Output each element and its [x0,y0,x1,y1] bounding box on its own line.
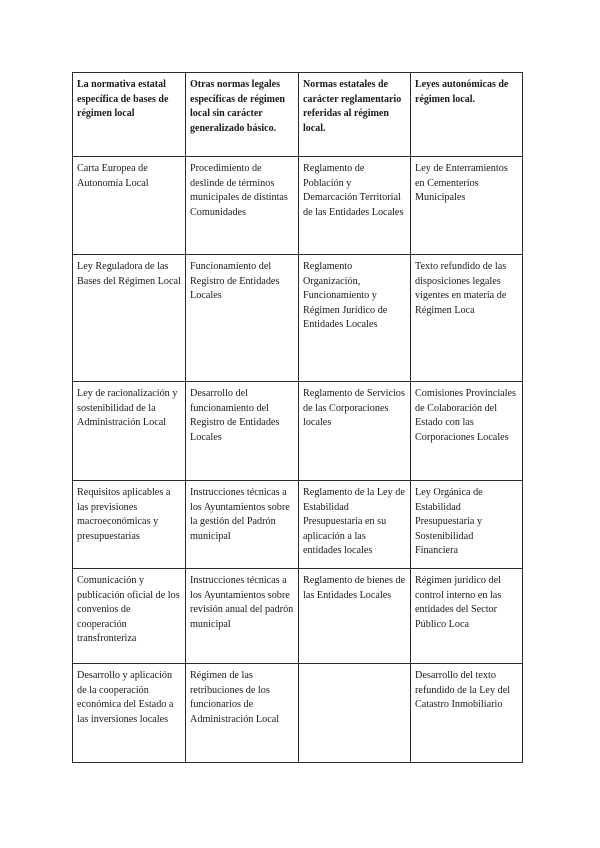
header-cell-other-legal-norms: Otras normas legales específicas de régimen local sin carácter generalizado básico. [186,73,299,157]
table-cell: Ley de racionalización y sostenibilidad de la Administración Local [73,382,186,481]
table-row [73,255,523,382]
table-cell: Desarrollo del funcionamiento del Registro de Entidades Locales [186,382,299,481]
legal-norms-table [72,72,523,763]
table-row [73,481,523,569]
table-header-row [73,73,523,157]
table-cell-empty [299,664,411,763]
table-row [73,157,523,255]
table-cell: Comunicación y publicación oficial de los convenios de cooperación transfronteriza [73,569,186,664]
table-cell: Funcionamiento del Registro de Entidades Locales [186,255,299,382]
table-cell: Desarrollo del texto refundido de la Ley del Catastro Inmobiliario [411,664,523,763]
table-row [73,569,523,664]
table-cell: Comisiones Provinciales de Colaboración del Estado con las Corporaciones Locales [411,382,523,481]
table-cell: Requisitos aplicables a las previsiones macroeconómicas y presupuestarias [73,481,186,569]
header-cell-state-basic-norms: La normativa estatal específica de bases de régimen local [73,73,186,157]
table-row [73,382,523,481]
table-cell: Instrucciones técnicas a los Ayuntamientos sobre revisión anual del padrón municipal [186,569,299,664]
table-cell: Desarrollo y aplicación de la cooperación económica del Estado a las inversiones locales [73,664,186,763]
table-cell: Procedimiento de deslinde de términos municipales de distintas Comunidades [186,157,299,255]
table-cell: Ley Reguladora de las Bases del Régimen Local [73,255,186,382]
table-cell: Texto refundido de las disposiciones legales vigentes en materia de Régimen Loca [411,255,523,382]
table-cell: Ley de Enterramientos en Cementerios Municipales [411,157,523,255]
table-row [73,664,523,763]
table-cell: Reglamento de Población y Demarcación Territorial de las Entidades Locales [299,157,411,255]
table-cell: Reglamento de Servicios de las Corporaciones locales [299,382,411,481]
table-cell: Ley Orgánica de Estabilidad Presupuestaria y Sostenibilidad Financiera [411,481,523,569]
table-cell: Reglamento de la Ley de Estabilidad Presupuestaria en su aplicación a las entidades locales [299,481,411,569]
table-cell: Instrucciones técnicas a los Ayuntamientos sobre la gestión del Padrón municipal [186,481,299,569]
table-cell: Reglamento de bienes de las Entidades Locales [299,569,411,664]
table-cell: Reglamento Organización, Funcionamiento y Régimen Jurídico de Entidades Locales [299,255,411,382]
header-cell-regional-laws: Leyes autonómicas de régimen local. [411,73,523,157]
header-cell-state-regulatory-norms: Normas estatales de carácter reglamentario referidas al régimen local. [299,73,411,157]
table-cell: Carta Europea de Autonomía Local [73,157,186,255]
table-cell: Régimen de las retribuciones de los funcionarios de Administración Local [186,664,299,763]
table-cell: Régimen jurídico del control interno en las entidades del Sector Público Loca [411,569,523,664]
